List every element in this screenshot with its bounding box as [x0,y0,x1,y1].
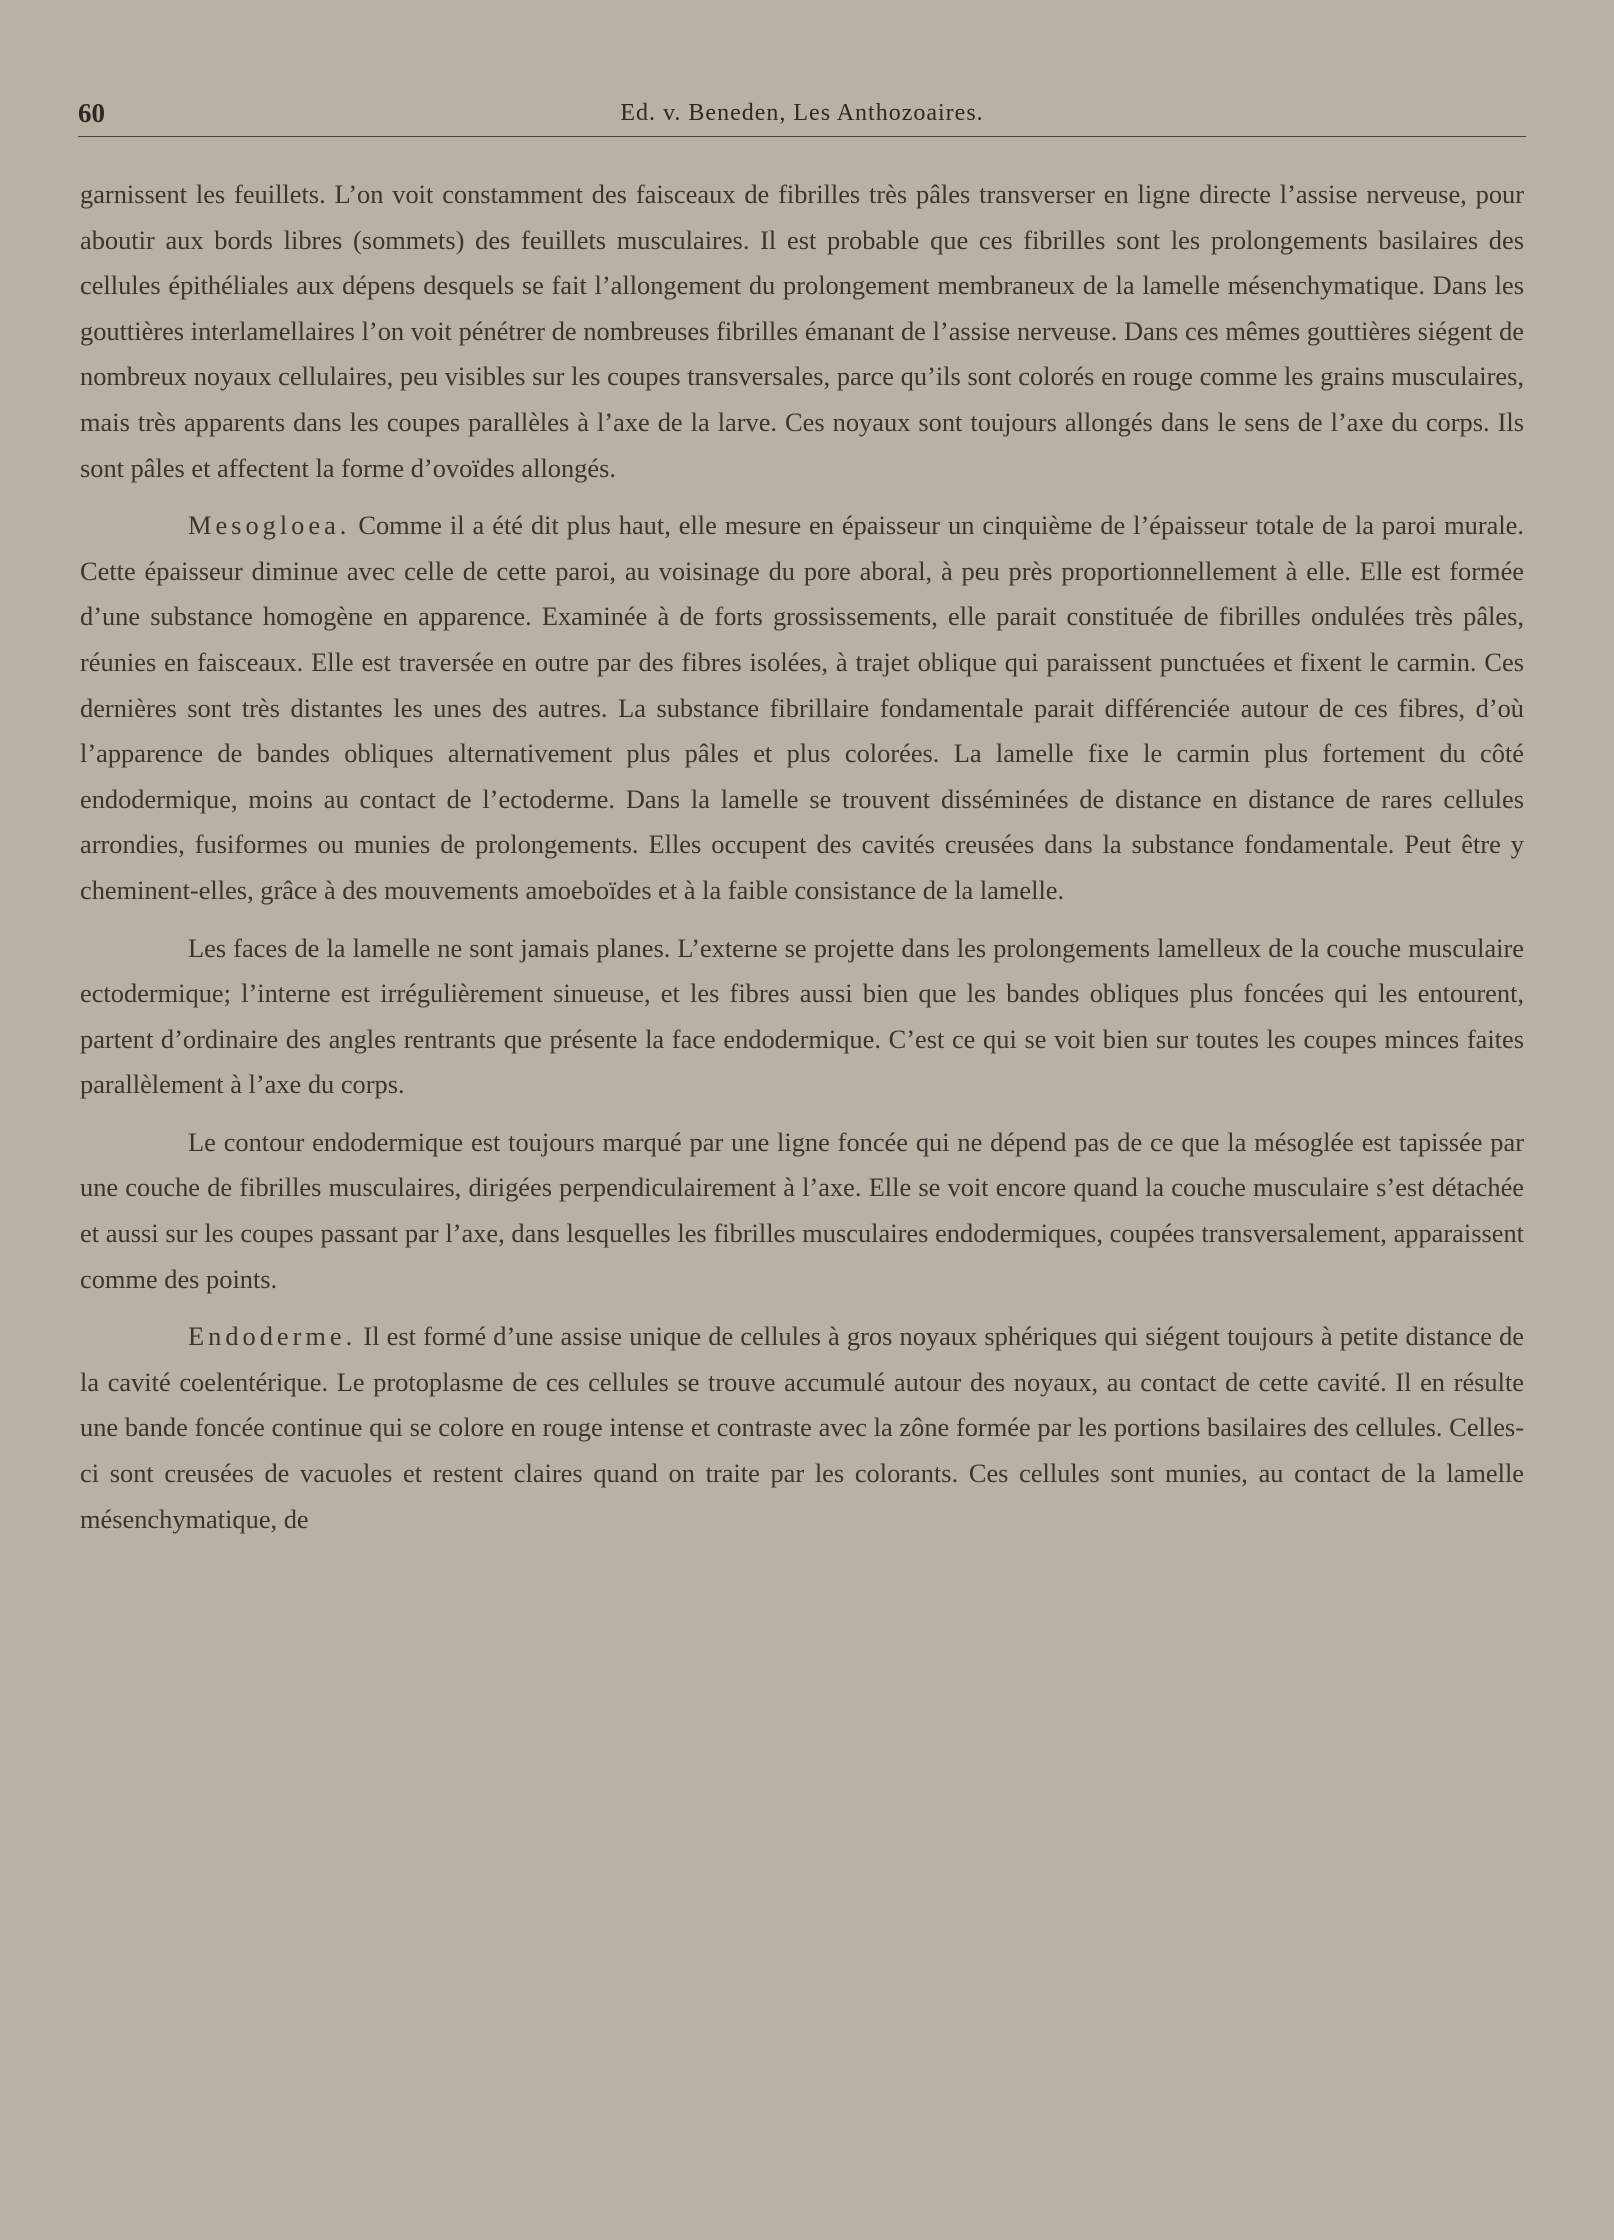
paragraph-endodermic-contour [80,1120,1524,1302]
paragraph-mesogloea [80,503,1524,913]
paragraph-text: Les faces de la lamelle ne sont jamais planes. L’externe se projette dans les prolongements lamelleux de la couche musculaire ectodermique; l’interne est irrégulièrement sinueuse, et les fibres aussi bien que les bandes obliques plus foncées qui les entourent, partent d’ordinaire des angles rentrants que présente la face endodermique. C’est ce qui se voit bien sur toutes les coupes minces faites parallèlement à l’axe du corps. [80,932,1524,1100]
page-header [78,96,1526,137]
paragraph-lamella-faces [80,926,1524,1108]
section-lead-endoderme: Endoderme. [188,1321,357,1352]
section-lead-mesogloea: Mesogloea. [188,510,351,541]
paragraph-epithelium-continued [80,172,1524,491]
paragraph-text: garnissent les feuillets. L’on voit constamment des faisceaux de fibrilles très pâles transverser en ligne directe l’assise nerveuse, pour aboutir aux bords libres (sommets) des feuillets musculaires. Il est probable que ces fibrilles sont les prolongements basilaires des cellules épithéliales aux dépens desquels se fait l’allongement du prolongement membraneux de la lamelle mésenchymatique. Dans les gouttières interlamellaires l’on voit pénétrer de nombreuses fibrilles émanant de l’assise nerveuse. Dans ces mêmes gouttières siégent de nombreux noyaux cellulaires, peu visibles sur les coupes transversales, parce qu’ils sont colorés en rouge comme les grains musculaires, mais très apparents dans les coupes parallèles à l’axe de la larve. Ces noyaux sont toujours allongés dans le sens de l’axe du corps. Ils sont pâles et affectent la forme d’ovoïdes allongés. [80,179,1524,483]
page-number: 60 [78,98,105,128]
running-title: Ed. v. Beneden, Les Anthozoaires. [620,100,984,126]
paragraph-text: Le contour endodermique est toujours marqué par une ligne foncée qui ne dépend pas de ce que la mésoglée est tapissée par une couche de fibrilles musculaires, dirigées perpendiculairement à l’axe. Elle se voit encore quand la couche musculaire s’est détachée et aussi sur les coupes passant par l’axe, dans lesquelles les fibrilles musculaires endodermiques, coupées transversalement, apparaissent comme des points. [80,1126,1524,1294]
paragraph-text: Comme il a été dit plus haut, elle mesure en épaisseur un cinquième de l’épaisseur totale de la paroi murale. Cette épaisseur diminue avec celle de cette paroi, au voisinage du pore aboral, à peu près proportionnellement à elle. Elle est formée d’une substance homogène en apparence. Examinée à de forts grossissements, elle parait constituée de fibrilles ondulées très pâles, réunies en faisceaux. Elle est traversée en outre par des fibres isolées, à trajet oblique qui paraissent punctuées et fixent le carmin. Ces dernières sont très distantes les unes des autres. La substance fibrillaire fondamentale parait différenciée autour de ces fibres, d’où l’apparence de bandes obliques alternativement plus pâles et plus colorées. La lamelle fixe le carmin plus fortement du côté endodermique, moins au contact de l’ectoderme. Dans la lamelle se trouvent disséminées de distance en distance de rares cellules arrondies, fusiformes ou munies de prolongements. Elles occupent des cavités creusées dans la substance fondamentale. Peut être y cheminent-elles, grâce à des mouvements amoeboïdes et à la faible consistance de la lamelle. [80,510,1524,905]
body-text [80,172,1524,1542]
paragraph-text: Il est formé d’une assise unique de cellules à gros noyaux sphériques qui siégent toujours à petite distance de la cavité coelentérique. Le protoplasme de ces cellules se trouve accumulé autour des noyaux, au contact de cette cavité. Il en résulte une bande foncée continue qui se colore en rouge intense et contraste avec la zône formée par les portions basilaires des cellules. Celles-ci sont creusées de vacuoles et restent claires quand on traite par les colorants. Ces cellules sont munies, au contact de la lamelle mésenchymatique, de [80,1321,1524,1534]
paragraph-endoderme [80,1314,1524,1542]
